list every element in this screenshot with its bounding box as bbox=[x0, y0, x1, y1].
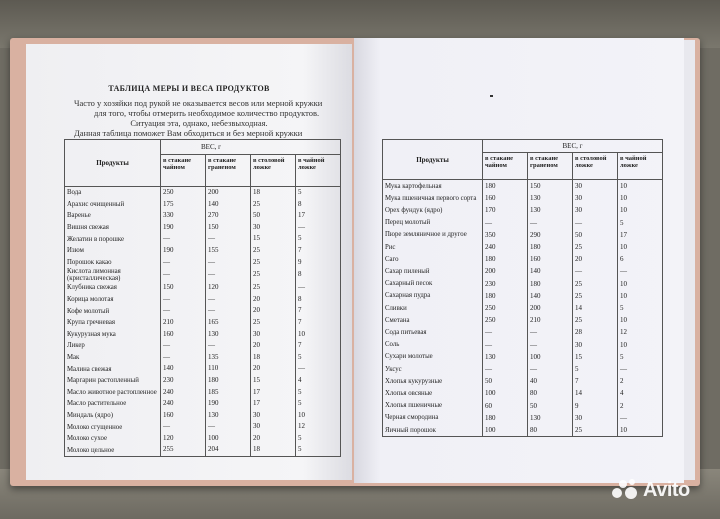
weight-value-cell: 18 bbox=[251, 352, 296, 364]
weight-value-cell: 185 bbox=[206, 387, 251, 399]
intro-text bbox=[66, 98, 332, 138]
product-name-cell: Мука картофельная bbox=[383, 180, 483, 193]
product-name-cell: Желатин в порошке bbox=[65, 233, 161, 245]
product-name-cell: Сахарный песок bbox=[383, 278, 483, 290]
weight-value-cell: — bbox=[483, 363, 528, 375]
weight-value-cell: 255 bbox=[161, 444, 206, 456]
product-name-cell: Сухари молотые bbox=[383, 351, 483, 363]
product-name-cell: Сахарная пудра bbox=[383, 290, 483, 302]
product-name-cell: Маргарин растопленный bbox=[65, 375, 161, 387]
weight-value-cell: — bbox=[618, 363, 663, 375]
measures-table-right bbox=[382, 139, 663, 437]
weight-value-cell: 10 bbox=[296, 329, 341, 341]
product-name-cell: Арахис очищенный bbox=[65, 199, 161, 211]
weight-value-cell: — bbox=[573, 217, 618, 229]
column-header-tea-glass: в стакане чайном bbox=[161, 155, 206, 187]
table-row bbox=[65, 210, 341, 222]
weight-value-cell: 5 bbox=[296, 387, 341, 399]
weight-value-cell: — bbox=[206, 257, 251, 269]
table-row bbox=[383, 363, 663, 375]
weight-value-cell: 6 bbox=[618, 253, 663, 265]
weight-value-cell: — bbox=[206, 305, 251, 317]
table-row bbox=[383, 217, 663, 229]
table-row bbox=[383, 192, 663, 204]
table-row bbox=[65, 199, 341, 211]
weight-value-cell: 100 bbox=[483, 387, 528, 399]
intro-line: Ситуация эта, однако, небезвыходная. bbox=[130, 118, 268, 128]
weight-value-cell: 190 bbox=[161, 245, 206, 257]
weight-value-cell: 80 bbox=[528, 387, 573, 399]
weight-value-cell: 10 bbox=[296, 410, 341, 422]
product-name-cell: Соль bbox=[383, 339, 483, 351]
weight-value-cell: — bbox=[296, 282, 341, 294]
weight-value-cell: — bbox=[528, 339, 573, 351]
weight-value-cell: 230 bbox=[483, 278, 528, 290]
product-name-cell: Сметана bbox=[383, 314, 483, 326]
weight-value-cell: 25 bbox=[573, 424, 618, 437]
table-row bbox=[383, 265, 663, 277]
table-row bbox=[65, 444, 341, 456]
product-name-cell: Молоко сухое bbox=[65, 433, 161, 445]
measures-table-left bbox=[64, 139, 341, 457]
table-row bbox=[383, 314, 663, 326]
product-name-cell: Пюре земляничное и другое bbox=[383, 229, 483, 241]
weight-value-cell: 160 bbox=[161, 329, 206, 341]
weight-value-cell: 200 bbox=[206, 187, 251, 199]
weight-value-cell: 10 bbox=[618, 278, 663, 290]
weight-value-cell: 130 bbox=[206, 329, 251, 341]
table-row bbox=[65, 282, 341, 294]
weight-value-cell: 15 bbox=[251, 375, 296, 387]
product-name-cell: Изюм bbox=[65, 245, 161, 257]
weight-value-cell: — bbox=[296, 363, 341, 375]
weight-value-cell: 180 bbox=[528, 278, 573, 290]
weight-value-cell: 30 bbox=[251, 410, 296, 422]
table-row bbox=[65, 410, 341, 422]
weight-value-cell: 30 bbox=[573, 412, 618, 424]
weight-value-cell: — bbox=[161, 305, 206, 317]
weight-value-cell: 200 bbox=[528, 302, 573, 314]
weight-value-cell: 7 bbox=[296, 245, 341, 257]
weight-value-cell: 50 bbox=[573, 229, 618, 241]
weight-value-cell: 10 bbox=[618, 192, 663, 204]
weight-value-cell: 17 bbox=[251, 387, 296, 399]
table-row bbox=[383, 339, 663, 351]
weight-value-cell: 2 bbox=[618, 400, 663, 412]
table-row bbox=[383, 302, 663, 314]
page-title: ТАБЛИЦА МЕРЫ И ВЕСА ПРОДУКТОВ bbox=[108, 84, 270, 93]
product-name-cell: Масло животное растопленное bbox=[65, 387, 161, 399]
weight-value-cell: 10 bbox=[618, 241, 663, 253]
product-name-cell: Крупа гречневая bbox=[65, 317, 161, 329]
weight-value-cell: — bbox=[296, 222, 341, 234]
weight-value-cell: 30 bbox=[251, 421, 296, 433]
weight-value-cell: 20 bbox=[251, 340, 296, 352]
weight-value-cell: 14 bbox=[573, 387, 618, 399]
left-page bbox=[26, 44, 352, 480]
weight-value-cell: 350 bbox=[483, 229, 528, 241]
product-name-cell: Саго bbox=[383, 253, 483, 265]
weight-value-cell: 10 bbox=[618, 314, 663, 326]
weight-value-cell: 140 bbox=[206, 199, 251, 211]
weight-value-cell: 5 bbox=[296, 233, 341, 245]
weight-value-cell: — bbox=[206, 268, 251, 282]
weight-value-cell: 200 bbox=[483, 265, 528, 277]
weight-value-cell: 5 bbox=[573, 363, 618, 375]
product-name-cell: Вода bbox=[65, 187, 161, 199]
product-name-cell: Хлопья кукурузные bbox=[383, 375, 483, 387]
table-row bbox=[383, 400, 663, 412]
product-name-cell: Масло растительное bbox=[65, 398, 161, 410]
weight-value-cell: 150 bbox=[206, 222, 251, 234]
table-row bbox=[383, 241, 663, 253]
column-header-teaspoon: в чайной ложке bbox=[296, 155, 341, 187]
table-row bbox=[383, 180, 663, 193]
table-row bbox=[383, 253, 663, 265]
weight-value-cell: 250 bbox=[483, 302, 528, 314]
weight-value-cell: — bbox=[528, 217, 573, 229]
product-name-cell: Корица молотая bbox=[65, 294, 161, 306]
product-name-cell: Порошок какао bbox=[65, 257, 161, 269]
product-name-cell: Кислота лимонная (кристаллическая) bbox=[65, 268, 161, 282]
weight-value-cell: 17 bbox=[296, 210, 341, 222]
weight-value-cell: 100 bbox=[528, 351, 573, 363]
weight-value-cell: 130 bbox=[528, 412, 573, 424]
weight-value-cell: 40 bbox=[528, 375, 573, 387]
product-name-cell: Черная смородина bbox=[383, 412, 483, 424]
weight-value-cell: 20 bbox=[251, 305, 296, 317]
weight-value-cell: — bbox=[206, 421, 251, 433]
weight-value-cell: 10 bbox=[618, 290, 663, 302]
weight-value-cell: — bbox=[161, 268, 206, 282]
weight-value-cell: 14 bbox=[573, 302, 618, 314]
weight-value-cell: — bbox=[528, 326, 573, 338]
weight-value-cell: 8 bbox=[296, 294, 341, 306]
weight-value-cell: 150 bbox=[161, 282, 206, 294]
table-row bbox=[383, 278, 663, 290]
table-row bbox=[65, 187, 341, 199]
weight-value-cell: 5 bbox=[296, 187, 341, 199]
table-row bbox=[383, 351, 663, 363]
weight-value-cell: 5 bbox=[296, 398, 341, 410]
column-header-tablespoon: в столовой ложке bbox=[251, 155, 296, 187]
weight-value-cell: 30 bbox=[573, 204, 618, 216]
weight-value-cell: 8 bbox=[296, 268, 341, 282]
weight-value-cell: 240 bbox=[161, 387, 206, 399]
weight-value-cell: — bbox=[161, 257, 206, 269]
weight-value-cell: — bbox=[161, 233, 206, 245]
column-header-tea-glass: в стакане чайном bbox=[483, 153, 528, 180]
product-name-cell: Кофе молотый bbox=[65, 305, 161, 317]
weight-value-cell: 120 bbox=[206, 282, 251, 294]
weight-value-cell: 9 bbox=[296, 257, 341, 269]
table-row bbox=[383, 229, 663, 241]
weight-value-cell: 165 bbox=[206, 317, 251, 329]
weight-value-cell: 190 bbox=[206, 398, 251, 410]
weight-value-cell: 140 bbox=[528, 265, 573, 277]
weight-value-cell: 5 bbox=[618, 351, 663, 363]
weight-value-cell: 140 bbox=[528, 290, 573, 302]
weight-value-cell: 15 bbox=[251, 233, 296, 245]
weight-value-cell: 10 bbox=[618, 339, 663, 351]
table-row bbox=[65, 245, 341, 257]
table-row bbox=[65, 305, 341, 317]
weight-value-cell: 5 bbox=[618, 302, 663, 314]
weight-value-cell: 180 bbox=[483, 412, 528, 424]
weight-value-cell: 30 bbox=[251, 329, 296, 341]
table-row bbox=[65, 329, 341, 341]
table-row bbox=[383, 412, 663, 424]
product-name-cell: Орех фундук (ядро) bbox=[383, 204, 483, 216]
weight-value-cell: 230 bbox=[161, 375, 206, 387]
weight-value-cell: 7 bbox=[296, 340, 341, 352]
weight-value-cell: 330 bbox=[161, 210, 206, 222]
weight-value-cell: 250 bbox=[483, 314, 528, 326]
weight-value-cell: — bbox=[206, 233, 251, 245]
weight-value-cell: 5 bbox=[296, 433, 341, 445]
table-row bbox=[65, 387, 341, 399]
weight-value-cell: — bbox=[161, 294, 206, 306]
intro-line: для того, чтобы отмерить необходимое количество продуктов. bbox=[94, 108, 320, 118]
weight-value-cell: 25 bbox=[251, 199, 296, 211]
avito-logo-icon bbox=[612, 479, 638, 501]
table-row bbox=[65, 352, 341, 364]
product-name-cell: Сода питьевая bbox=[383, 326, 483, 338]
weight-column-header: ВЕС, г bbox=[161, 140, 341, 155]
weight-value-cell: — bbox=[618, 412, 663, 424]
product-name-cell: Сливки bbox=[383, 302, 483, 314]
weight-value-cell: — bbox=[483, 326, 528, 338]
table-row bbox=[65, 222, 341, 234]
weight-value-cell: 12 bbox=[296, 421, 341, 433]
weight-value-cell: 8 bbox=[296, 199, 341, 211]
weight-value-cell: 25 bbox=[573, 241, 618, 253]
product-name-cell: Ликер bbox=[65, 340, 161, 352]
weight-value-cell: 50 bbox=[483, 375, 528, 387]
weight-value-cell: 204 bbox=[206, 444, 251, 456]
product-name-cell: Малина свежая bbox=[65, 363, 161, 375]
weight-value-cell: 25 bbox=[251, 282, 296, 294]
product-column-header: Продукты bbox=[383, 140, 483, 180]
weight-value-cell: 160 bbox=[483, 192, 528, 204]
weight-value-cell: 20 bbox=[251, 363, 296, 375]
table-row bbox=[65, 433, 341, 445]
weight-value-cell: 25 bbox=[251, 245, 296, 257]
weight-value-cell: — bbox=[483, 217, 528, 229]
table-row bbox=[383, 375, 663, 387]
watermark-text: Avito bbox=[643, 478, 690, 501]
product-name-cell: Мак bbox=[65, 352, 161, 364]
weight-value-cell: 17 bbox=[251, 398, 296, 410]
ink-mark bbox=[490, 95, 493, 97]
product-name-cell: Яичный порошок bbox=[383, 424, 483, 437]
weight-value-cell: — bbox=[483, 339, 528, 351]
weight-value-cell: 7 bbox=[296, 305, 341, 317]
weight-value-cell: 175 bbox=[161, 199, 206, 211]
weight-value-cell: 30 bbox=[573, 192, 618, 204]
weight-value-cell: 20 bbox=[251, 433, 296, 445]
weight-value-cell: 210 bbox=[528, 314, 573, 326]
weight-value-cell: 2 bbox=[618, 375, 663, 387]
weight-value-cell: 9 bbox=[573, 400, 618, 412]
weight-value-cell: 130 bbox=[483, 351, 528, 363]
weight-value-cell: 25 bbox=[251, 257, 296, 269]
product-column-header: Продукты bbox=[65, 140, 161, 187]
weight-value-cell: 180 bbox=[483, 180, 528, 193]
table-row bbox=[383, 204, 663, 216]
weight-value-cell: 120 bbox=[161, 433, 206, 445]
weight-value-cell: 4 bbox=[618, 387, 663, 399]
weight-value-cell: 30 bbox=[251, 222, 296, 234]
weight-value-cell: 80 bbox=[528, 424, 573, 437]
weight-value-cell: 7 bbox=[296, 317, 341, 329]
weight-value-cell: 180 bbox=[483, 290, 528, 302]
product-name-cell: Миндаль (ядро) bbox=[65, 410, 161, 422]
weight-value-cell: — bbox=[618, 265, 663, 277]
weight-value-cell: 30 bbox=[573, 339, 618, 351]
weight-value-cell: 10 bbox=[618, 204, 663, 216]
weight-value-cell: 155 bbox=[206, 245, 251, 257]
weight-value-cell: 50 bbox=[251, 210, 296, 222]
weight-value-cell: 17 bbox=[618, 229, 663, 241]
weight-value-cell: 28 bbox=[573, 326, 618, 338]
weight-value-cell: 20 bbox=[251, 294, 296, 306]
column-header-faceted-glass: в стакане граненом bbox=[206, 155, 251, 187]
product-name-cell: Перец молотый bbox=[383, 217, 483, 229]
weight-value-cell: 110 bbox=[206, 363, 251, 375]
product-name-cell: Рис bbox=[383, 241, 483, 253]
product-name-cell: Сахар пиленый bbox=[383, 265, 483, 277]
weight-value-cell: 20 bbox=[573, 253, 618, 265]
product-name-cell: Вишня свежая bbox=[65, 222, 161, 234]
product-name-cell: Хлопья пшеничные bbox=[383, 400, 483, 412]
weight-value-cell: 25 bbox=[573, 278, 618, 290]
weight-value-cell: 180 bbox=[528, 241, 573, 253]
product-name-cell: Мука пшеничная первого сорта bbox=[383, 192, 483, 204]
weight-value-cell: 18 bbox=[251, 444, 296, 456]
weight-value-cell: 190 bbox=[161, 222, 206, 234]
weight-value-cell: 5 bbox=[296, 352, 341, 364]
weight-column-header: ВЕС, г bbox=[483, 140, 663, 153]
weight-value-cell: — bbox=[206, 340, 251, 352]
table-row bbox=[65, 233, 341, 245]
table-row bbox=[65, 317, 341, 329]
weight-value-cell: 270 bbox=[206, 210, 251, 222]
table-row bbox=[383, 387, 663, 399]
table-row bbox=[65, 268, 341, 282]
weight-value-cell: — bbox=[528, 363, 573, 375]
weight-value-cell: 140 bbox=[161, 363, 206, 375]
weight-value-cell: 5 bbox=[296, 444, 341, 456]
weight-value-cell: — bbox=[161, 421, 206, 433]
table-row bbox=[65, 421, 341, 433]
weight-value-cell: 7 bbox=[573, 375, 618, 387]
product-name-cell: Клубника свежая bbox=[65, 282, 161, 294]
intro-line: Часто у хозяйки под рукой не оказывается весов или мерной кружки bbox=[74, 98, 323, 108]
right-page bbox=[354, 38, 684, 483]
weight-value-cell: 25 bbox=[573, 314, 618, 326]
product-name-cell: Хлопья овсяные bbox=[383, 387, 483, 399]
product-name-cell: Молоко сгущенное bbox=[65, 421, 161, 433]
table-row bbox=[65, 340, 341, 352]
weight-value-cell: 240 bbox=[161, 398, 206, 410]
weight-value-cell: 130 bbox=[528, 192, 573, 204]
weight-value-cell: 100 bbox=[206, 433, 251, 445]
table-row bbox=[383, 424, 663, 437]
weight-value-cell: — bbox=[206, 294, 251, 306]
weight-value-cell: 100 bbox=[483, 424, 528, 437]
weight-value-cell: 25 bbox=[573, 290, 618, 302]
weight-value-cell: 160 bbox=[161, 410, 206, 422]
weight-value-cell: 160 bbox=[528, 253, 573, 265]
weight-value-cell: 10 bbox=[618, 424, 663, 437]
weight-value-cell: 25 bbox=[251, 268, 296, 282]
weight-value-cell: 5 bbox=[618, 217, 663, 229]
weight-value-cell: 18 bbox=[251, 187, 296, 199]
weight-value-cell: 180 bbox=[483, 253, 528, 265]
table-row bbox=[383, 326, 663, 338]
column-header-faceted-glass: в стакане граненом bbox=[528, 153, 573, 180]
table-row bbox=[65, 294, 341, 306]
product-name-cell: Кукурузная мука bbox=[65, 329, 161, 341]
weight-value-cell: 15 bbox=[573, 351, 618, 363]
weight-value-cell: 240 bbox=[483, 241, 528, 253]
product-name-cell: Варенье bbox=[65, 210, 161, 222]
weight-value-cell: 4 bbox=[296, 375, 341, 387]
weight-value-cell: 60 bbox=[483, 400, 528, 412]
weight-value-cell: — bbox=[161, 340, 206, 352]
weight-value-cell: 135 bbox=[206, 352, 251, 364]
weight-value-cell: 50 bbox=[528, 400, 573, 412]
table-row bbox=[383, 290, 663, 302]
weight-value-cell: 290 bbox=[528, 229, 573, 241]
table-row bbox=[65, 398, 341, 410]
column-header-teaspoon: в чайной ложке bbox=[618, 153, 663, 180]
product-name-cell: Уксус bbox=[383, 363, 483, 375]
weight-value-cell: — bbox=[161, 352, 206, 364]
weight-value-cell: 210 bbox=[161, 317, 206, 329]
weight-value-cell: 10 bbox=[618, 180, 663, 193]
weight-value-cell: — bbox=[573, 265, 618, 277]
weight-value-cell: 130 bbox=[206, 410, 251, 422]
weight-value-cell: 150 bbox=[528, 180, 573, 193]
weight-value-cell: 180 bbox=[206, 375, 251, 387]
weight-value-cell: 25 bbox=[251, 317, 296, 329]
weight-value-cell: 130 bbox=[528, 204, 573, 216]
table-row bbox=[65, 375, 341, 387]
weight-value-cell: 170 bbox=[483, 204, 528, 216]
weight-value-cell: 30 bbox=[573, 180, 618, 193]
weight-value-cell: 12 bbox=[618, 326, 663, 338]
intro-line: Данная таблица поможет Вам обходиться и без мерной кружки bbox=[74, 128, 303, 138]
table-row bbox=[65, 363, 341, 375]
avito-watermark bbox=[612, 478, 690, 502]
product-name-cell: Молоко цельное bbox=[65, 444, 161, 456]
column-header-tablespoon: в столовой ложке bbox=[573, 153, 618, 180]
table-row bbox=[65, 257, 341, 269]
weight-value-cell: 250 bbox=[161, 187, 206, 199]
